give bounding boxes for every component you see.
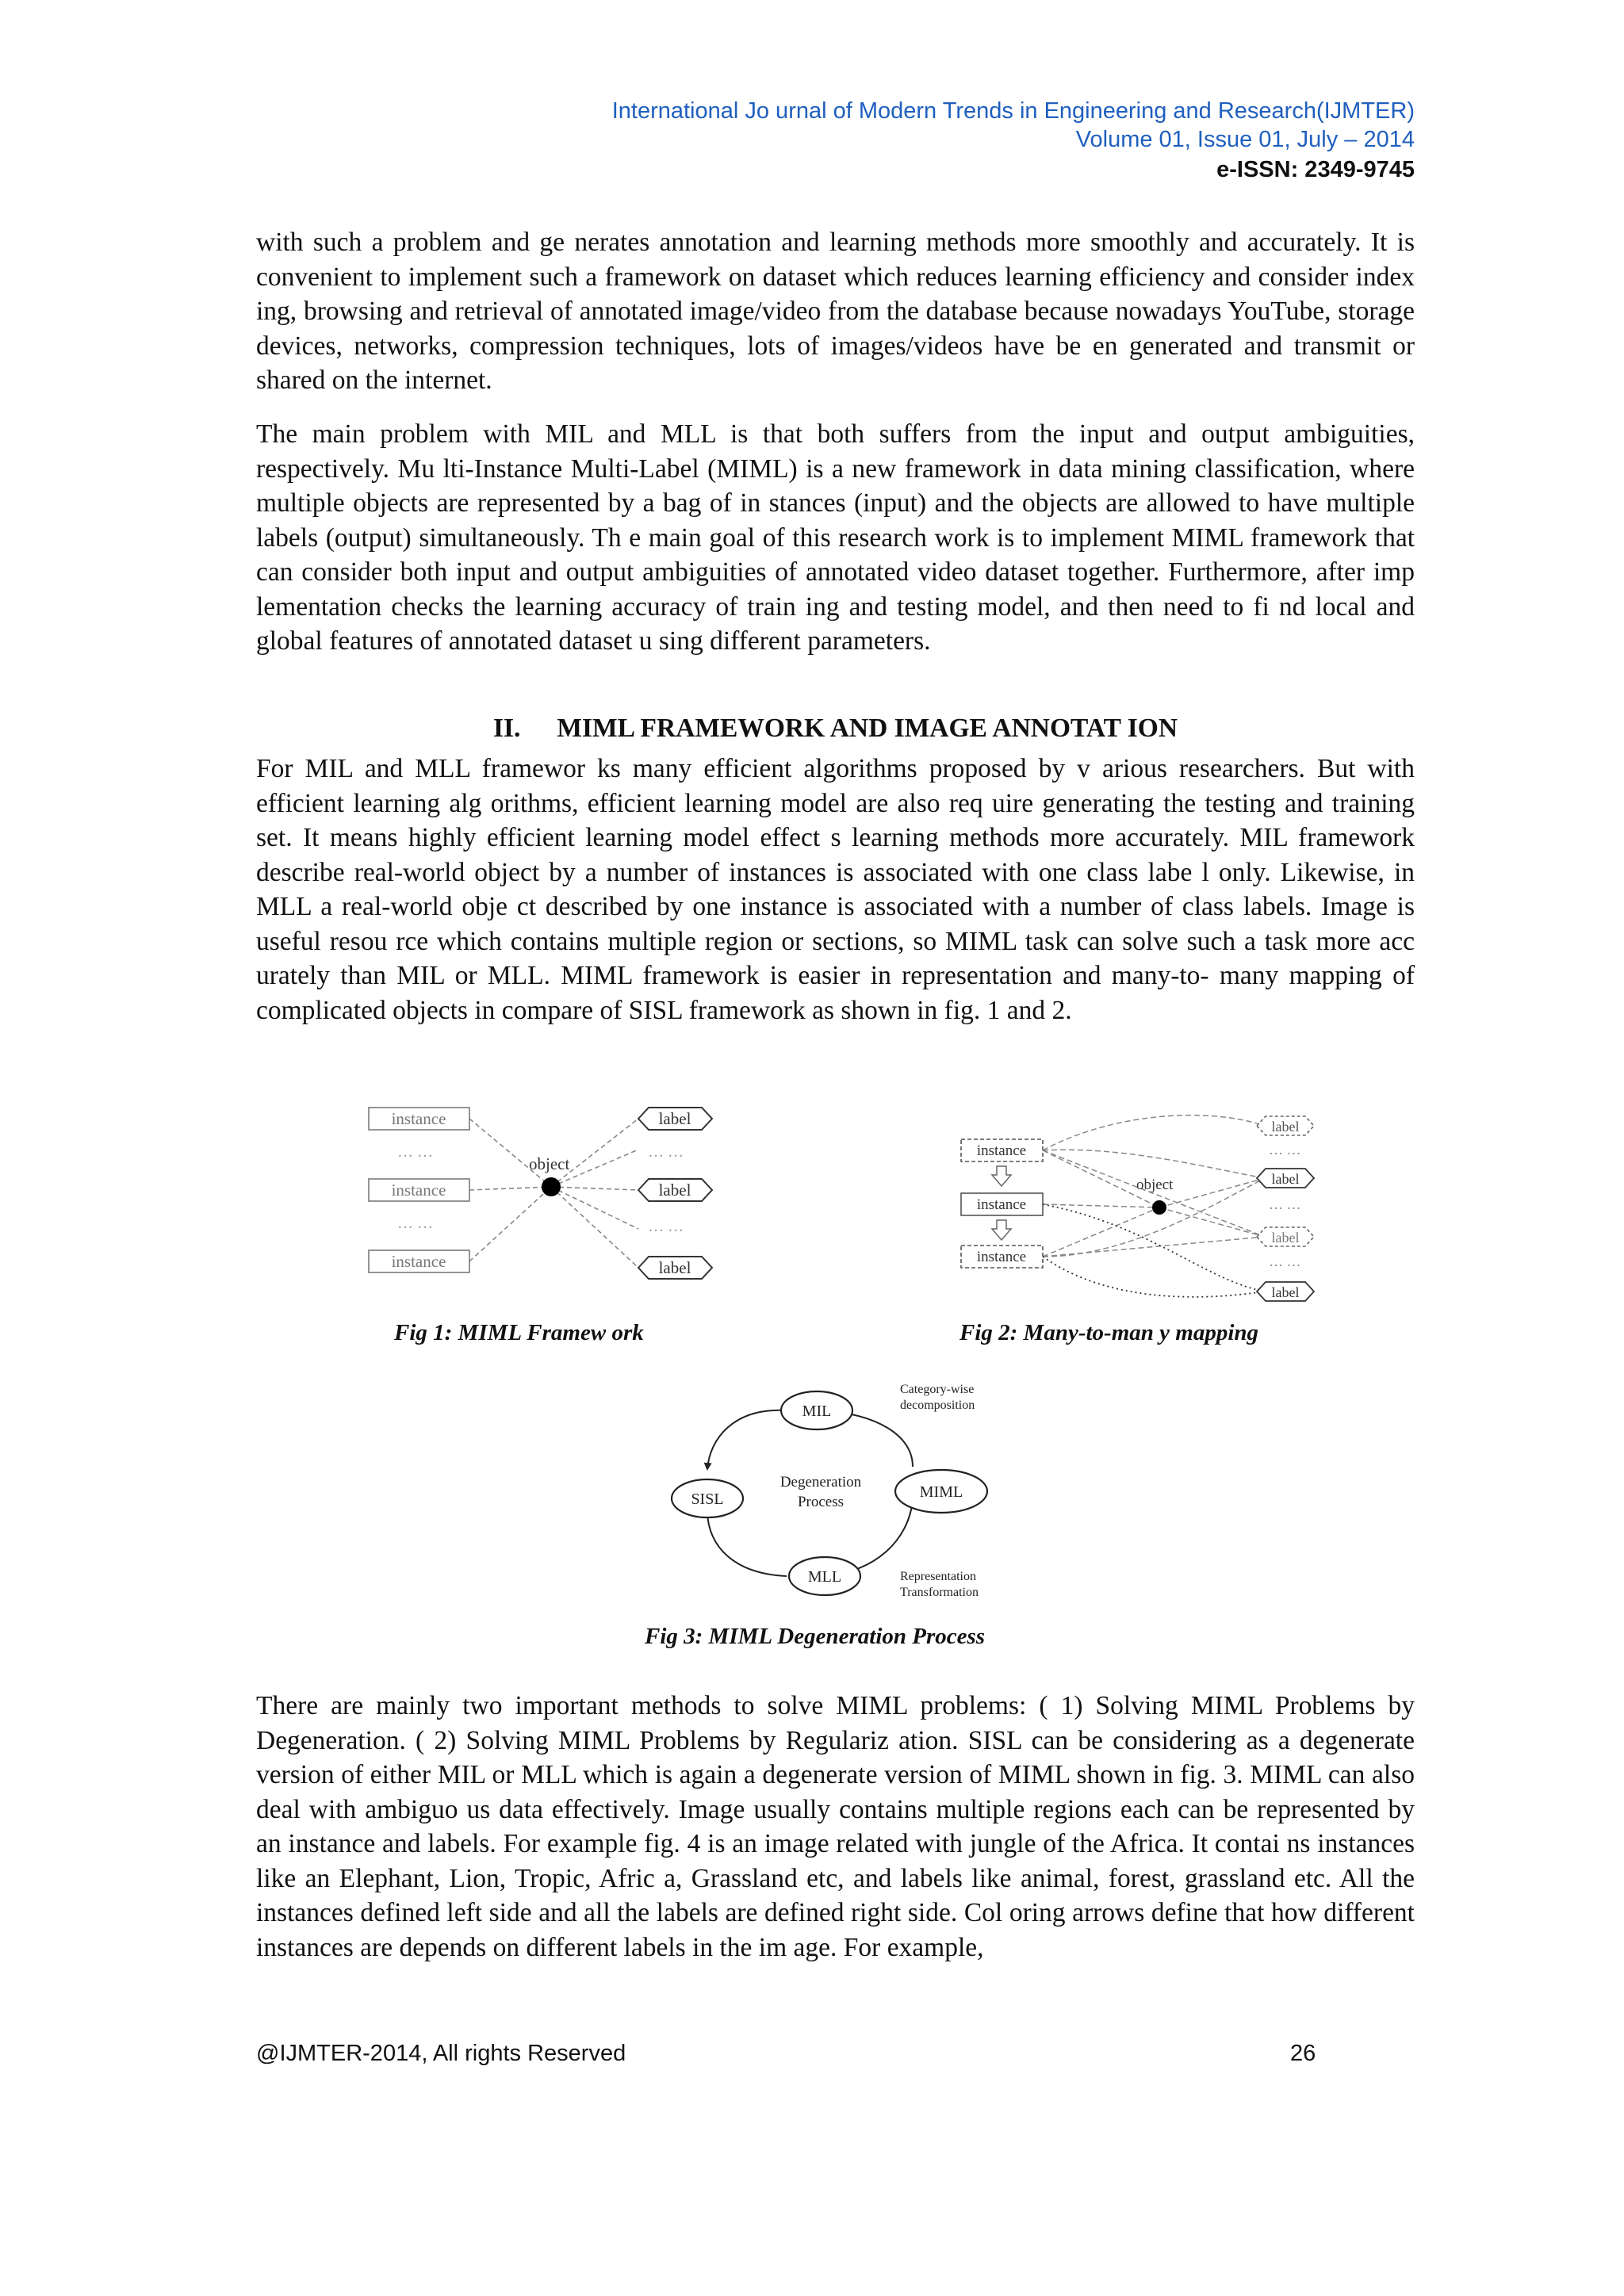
- ellipsis: … …: [1269, 1196, 1301, 1212]
- object-label: object: [529, 1154, 570, 1173]
- svg-text:MLL: MLL: [807, 1568, 842, 1586]
- object-label: object: [1136, 1177, 1174, 1193]
- svg-text:label: label: [658, 1181, 691, 1200]
- svg-text:MIML: MIML: [919, 1483, 963, 1501]
- svg-text:label: label: [1271, 1119, 1300, 1135]
- journal-title: International Jo urnal of Modern Trends in Engineering and Research(IJMTER): [611, 98, 1415, 124]
- svg-text:instance: instance: [391, 1109, 446, 1128]
- figure-2-diagram: [952, 1098, 1332, 1312]
- paragraph-4: There are mainly two important methods to solve MIML problems: ( 1) Solving MIML Problems by Degeneration. ( 2) Solving MIML Problems by Regulariz ation. SISL can be considering as a degenerate version of either MIL or MLL which is again a degenerate version of MIML shown in fig. 3. MIML can also deal with ambiguo us data effectively. Image usually contains multiple regions each can be represented by an instance and labels. For example fig. 4 is an image related with jungle of the Africa. It contai ns instances like an Elephant, Lion, Tropic, Afric a, Grassland etc, and labels like animal, forest, grassland etc. All the instances defined left side and all the labels are defined right side. Col oring arrows define that how different instances are depends on different labels in the im age. For example,: [256, 1691, 1415, 1962]
- transformation-note: Transformation: [900, 1586, 979, 1599]
- decomposition-note: decomposition: [900, 1399, 975, 1412]
- object-node: [542, 1177, 561, 1196]
- svg-text:instance: instance: [391, 1252, 446, 1271]
- ellipsis: … …: [648, 1143, 684, 1161]
- category-wise-note: Category-wise: [900, 1383, 975, 1396]
- down-arrow-icon: [992, 1166, 1011, 1186]
- svg-text:label: label: [1271, 1230, 1300, 1246]
- instance-box: [369, 1108, 469, 1130]
- label-hexagon: [1257, 1282, 1314, 1301]
- instance-box: [369, 1179, 469, 1201]
- ellipsis: … …: [397, 1143, 433, 1161]
- footer-copyright: @IJMTER-2014, All rights Reserved: [256, 2041, 626, 2066]
- process-label: Process: [797, 1494, 845, 1510]
- svg-text:SISL: SISL: [691, 1490, 724, 1508]
- journal-issn: e-ISSN: 2349-9745: [1216, 157, 1415, 182]
- label-hexagon: [638, 1108, 712, 1130]
- label-hexagon: [1257, 1116, 1314, 1135]
- instance-box: [961, 1139, 1043, 1161]
- section-number: II.: [492, 714, 521, 743]
- mll-node: [789, 1557, 860, 1595]
- section-title: MIML FRAMEWORK AND IMAGE ANNOTAT ION: [557, 714, 1178, 743]
- figure-3-diagram: [662, 1376, 1003, 1605]
- representation-note: Representation: [900, 1570, 976, 1583]
- down-arrow-icon: [992, 1220, 1011, 1240]
- miml-node: [895, 1470, 987, 1513]
- ellipsis: … …: [397, 1215, 433, 1232]
- degeneration-label: Degeneration: [779, 1474, 862, 1490]
- page-number: 26: [1290, 2041, 1316, 2066]
- svg-text:label: label: [1271, 1171, 1300, 1187]
- label-hexagon: [638, 1179, 712, 1201]
- svg-text:MIL: MIL: [802, 1402, 832, 1420]
- figure-1-caption: Fig 1: MIML Framew ork: [394, 1320, 644, 1345]
- svg-text:label: label: [1271, 1284, 1300, 1300]
- instance-box: [961, 1246, 1043, 1268]
- label-hexagon: [1257, 1169, 1314, 1188]
- instance-box: [369, 1250, 469, 1272]
- ellipsis: … …: [1269, 1142, 1301, 1158]
- figure-2-caption: Fig 2: Many-to-man y mapping: [959, 1320, 1259, 1345]
- mil-node: [781, 1391, 852, 1429]
- svg-text:instance: instance: [976, 1196, 1027, 1213]
- svg-text:instance: instance: [976, 1142, 1027, 1159]
- object-node: [1152, 1200, 1166, 1215]
- paragraph-3: For MIL and MLL framewor ks many efficient algorithms proposed by v arious researchers. But with efficient learning alg orithms, efficient learning model are also req uire generating the testing and training set. It means highly efficient learning model effect s learning methods more accurately. MIL framework describe real-world object by a number of instances is associated with one class labe l only. Likewise, in MLL a real-world obje ct described by one instance is associated with a number of class labels. Image is useful resou rce which contains multiple region or sections, so MIML task can solve such a task more acc urately than MIL or MLL. MIML framework is easier in representation and many-to- many mapping of complicated objects in compare of SISL framework as shown in fig. 1 and 2.: [256, 754, 1415, 1025]
- label-hexagon: [1257, 1227, 1314, 1246]
- svg-text:instance: instance: [976, 1249, 1027, 1265]
- sisl-node: [672, 1479, 743, 1517]
- svg-text:label: label: [658, 1258, 691, 1277]
- svg-text:label: label: [658, 1109, 691, 1128]
- label-hexagon: [638, 1257, 712, 1279]
- paragraph-1: with such a problem and ge nerates annotation and learning methods more smoothly and accurately. It is convenient to implement such a framework on dataset which reduces learning efficiency and consider index ing, browsing and retrieval of annotated image/video from the database because nowadays YouTube, storage devices, networks, compression techniques, lots of images/videos have be en generated and transmit or shared on the internet.: [256, 228, 1415, 395]
- ellipsis: … …: [1269, 1253, 1301, 1269]
- figure-1-diagram: [361, 1090, 726, 1296]
- svg-text:instance: instance: [391, 1181, 446, 1200]
- figure-3-caption: Fig 3: MIML Degeneration Process: [645, 1624, 986, 1649]
- instance-box: [961, 1193, 1043, 1215]
- ellipsis: … …: [648, 1218, 684, 1235]
- journal-volume: Volume 01, Issue 01, July – 2014: [1075, 127, 1415, 152]
- paragraph-2: The main problem with MIL and MLL is that both suffers from the input and output ambiguities, respectively. Mu lti-Instance Multi-Label (MIML) is a new framework in data mining classification, where multiple objects are represented by a bag of in stances (input) and the objects are allowed to have multiple labels (output) simultaneously. Th e main goal of this research work is to implement MIML framework that can consider both input and output ambiguities of annotated video dataset together. Furthermore, after imp lementation checks the learning accuracy of train ing and testing model, and then need to fi nd local and global features of annotated dataset u sing different parameters.: [256, 419, 1415, 656]
- section-heading: [256, 711, 1415, 746]
